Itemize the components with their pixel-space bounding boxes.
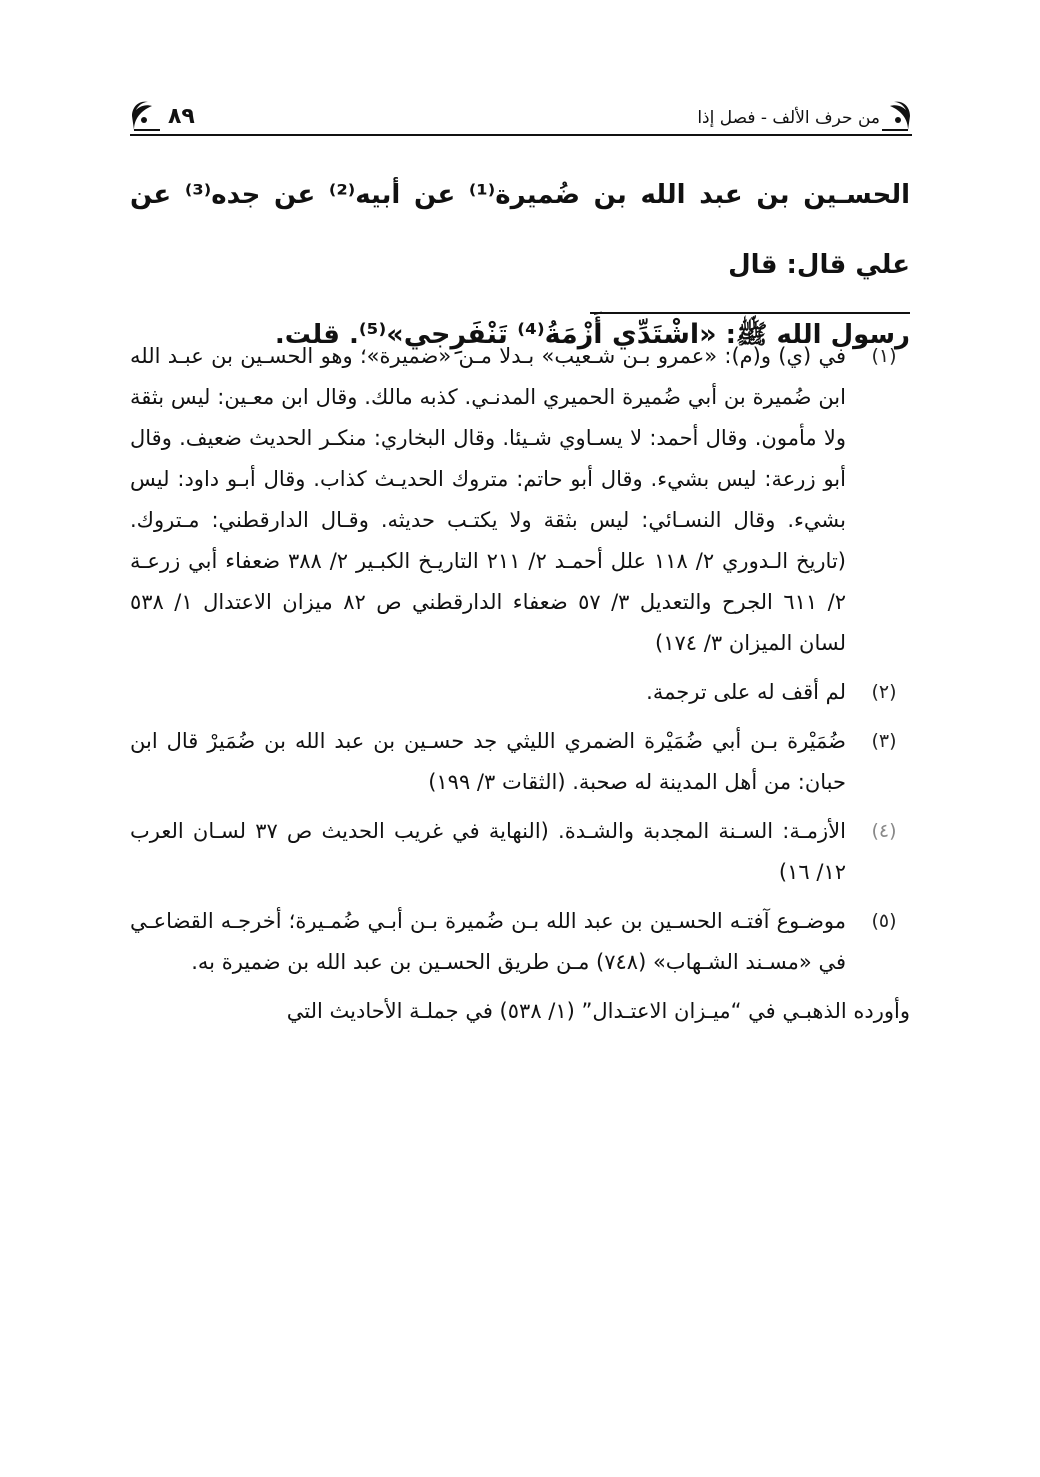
footnote-divider xyxy=(590,312,910,314)
footnote-continuation: وأورده الذهبـي في “ميـزان الاعتـدال” (١/ ٥٣٨) في جملـة الأحاديث التي xyxy=(286,999,910,1023)
footnote-text: لم أقف له على ترجمة. xyxy=(646,680,846,704)
footnote-number: (٣) xyxy=(871,730,897,752)
footnote-number: (٤) xyxy=(871,820,897,842)
footnote-text: في (ي) و(م): «عمرو بـن شـعيب» بـدلا مـن «ضميرة»؛ وهو الحسـين بن عبـد الله ابن ضُميرة بن أبي ضُميرة الحميري المدنـي. كذبه مالك. وقال ابن معـين: ليس بثقة ولا مأمون. وقال أحمد: لا يسـاوي شـيئا. وقال البخاري: منكـر الحديث ضعيف. وقال أبو زرعة: ليس بشيء. وقال أبو حاتم: متروك الحديـث كذاب. وقال أبـو داود: ليس بشيء. وقال النسـائي: ليس بثقة ولا يكتـب حديثه. وقـال الدارقطني: مـتروك. (تاريخ الـدوري ٢/ ١١٨ علل أحمـد ٢/ ٢١١ التاريـخ الكبـير ٢/ ٣٨٨ ضعفاء أبي زرعـة ٢/ ٦١١ الجرح والتعديل ٣/ ٥٧ ضعفاء الدارقطني ص ٨٢ ميزان الاعتدال ١/ ٥٣٨ لسان الميزان ٣/ ١٧٤) xyxy=(130,344,846,655)
footnote xyxy=(130,901,910,983)
footnotes xyxy=(130,336,910,1032)
footnote-text: موضـوع آفتـه الحسـين بن عبد الله بـن ضُميرة بـن أبـي ضُمـيرة؛ أخرجـه القضاعـي في «مسـند الشـهاب» (٧٤٨) مـن طريق الحسـين بن عبد الله بن ضميرة به. xyxy=(130,909,846,974)
main-line-2-suffix: . قلت. xyxy=(274,320,359,350)
running-title: من حرف الألف - فصل إذا xyxy=(697,108,880,128)
header-divider xyxy=(130,134,912,136)
ornament-icon xyxy=(878,100,912,134)
footnote-number: (٥) xyxy=(871,910,897,932)
footnote-number: (٢) xyxy=(871,681,897,703)
footnote xyxy=(130,811,910,893)
footnote xyxy=(130,672,910,713)
footnote-text: الأزمـة: السـنة المجدبة والشـدة. (النهاية في غريب الحديث ص ٣٧ لسـان العرب ١٢/ ١٦) xyxy=(130,819,846,884)
ornament-icon xyxy=(130,100,164,134)
footnote xyxy=(130,721,910,803)
page-number: ٨٩ xyxy=(168,104,195,129)
footnote-number: (١) xyxy=(871,345,897,367)
footnote xyxy=(130,336,910,664)
main-line-1: الحسـين بن عبد الله بن ضُميرة⁽¹⁾ عن أبيه⁽²⁾ عن جده⁽³⁾ عن علي قال: قال xyxy=(130,180,910,280)
footnote-text: ضُمَيْرة بـن أبي ضُمَيْرة الضمري الليثي جد حسـين بن عبد الله بن ضُمَيرْ قال ابن حبان: من أهل المدينة له صحبة. (الثقات ٣/ ١٩٩) xyxy=(130,729,846,794)
main-line-2-prefix: رسول الله ﷺ: xyxy=(716,320,910,350)
hadith-quote: «اشْتَدِّي أَزْمَةُ⁽⁴⁾ تَنْفَرِجي»⁽⁵⁾ xyxy=(358,319,717,350)
